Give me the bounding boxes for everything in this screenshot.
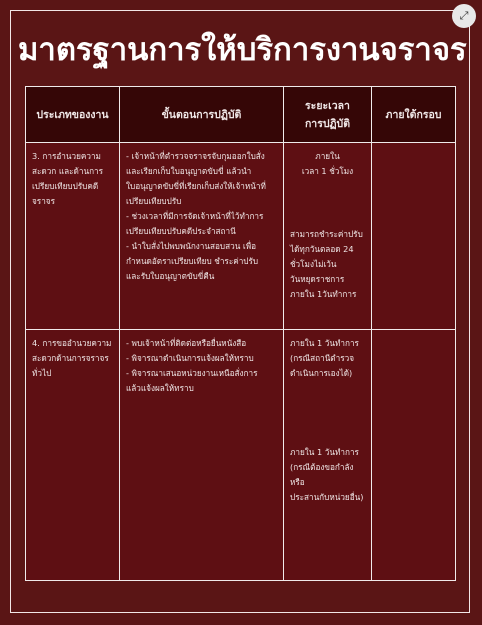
duration-a [290,336,365,381]
type-line: จราจร [32,196,55,207]
step-line: - พิจารณาดำเนินการแจ้งผลให้ทราบ [126,353,254,364]
step-line: - เจ้าหน้าที่ตำรวจจราจรจับกุมออกใบสั่ง [126,151,265,162]
header-framework: ภายใต้กรอบ [372,87,456,143]
duration-line: เวลา 1 ชั่วโมง [301,166,354,177]
service-standard-table [25,86,456,581]
step-line: - พบเจ้าหน้าที่ติดต่อหรือยื่นหนังสือ [126,338,247,349]
cell-procedure [120,330,284,581]
table-row [26,330,456,581]
duration-line: ภายใน 1วันทำการ [290,289,357,300]
cell-duration [284,143,372,330]
header-procedure: ขั้นตอนการปฏิบัติ [120,87,284,143]
step-line: - ช่วงเวลาที่มีการจัดเจ้าหน้าที่ไว้ทำการ [126,211,264,222]
duration-line: ภายใน 1 วันทำการ [290,338,359,349]
cell-framework [372,143,456,330]
cell-work-type [26,143,120,330]
header-work-type: ประเภทของงาน [26,87,120,143]
duration-a [290,149,365,179]
header-duration [284,87,372,143]
procedure-step [126,336,277,351]
type-line: 3. การอำนวยความ [32,151,101,162]
duration-line: ได้ทุกวันตลอด 24 [290,244,354,255]
duration-line: ประสานกับหน่วยอื่น) [290,492,364,503]
step-line: ใบอนุญาตขับขี่ที่เรียกเก็บส่งให้เจ้าหน้าที่ [126,181,266,192]
duration-b [290,227,365,302]
step-line: กำหนดอัตราเปรียบเทียบ ชำระค่าปรับ [126,256,259,267]
duration-line: ชั่วโมงไม่เว้น [290,259,337,270]
duration-line: ภายใน 1 วันทำการ [290,447,359,458]
cell-framework [372,330,456,581]
step-line: แล้วแจ้งผลให้ทราบ [126,383,194,394]
procedure-step [126,149,277,209]
duration-line: สามารถชำระค่าปรับ [290,229,363,240]
duration-line: ภายใน [315,151,340,162]
cell-duration [284,330,372,581]
zoom-icon[interactable]: ⤢ [452,4,476,28]
type-line: ทั่วไป [32,368,52,379]
duration-b [290,445,365,505]
duration-line: (กรณีสถานีตำรวจ [290,353,355,364]
step-line: และรับใบอนุญาตขับขี่คืน [126,271,215,282]
header-duration-line1: ระยะเวลา [305,99,350,112]
cell-work-type [26,330,120,581]
type-line: สะดวก และด้านการ [32,166,104,177]
procedure-step [126,209,277,239]
step-line: เปรียบเทียบปรับ [126,196,182,207]
type-line: เปรียบเทียบปรับคดี [32,181,99,192]
header-duration-line2: การปฏิบัติ [304,117,351,130]
table-header-row [26,87,456,143]
step-line: และเรียกเก็บใบอนุญาตขับขี่ แล้วนำ [126,166,252,177]
procedure-step [126,351,277,366]
type-line: สะดวกด้านการจราจร [32,353,109,364]
duration-line: วันหยุดราชการ [290,274,345,285]
procedure-step [126,239,277,284]
procedure-step [126,366,277,396]
table-row [26,143,456,330]
step-line: - นำใบสั่งไปพบพนักงานสอบสวน เพื่อ [126,241,257,252]
type-line: 4. การขออำนวยความ [32,338,112,349]
step-line: - พิจารณาเสนอหน่วยงานเหนือสั่งการ [126,368,258,379]
duration-line: (กรณีต้องขอกำลังหรือ [290,462,354,488]
cell-procedure [120,143,284,330]
page-title: มาตรฐานการให้บริการงานจราจร [18,32,467,68]
duration-line: ดำเนินการเองได้) [290,368,353,379]
step-line: เปรียบเทียบปรับคดีประจำสถานี [126,226,236,237]
